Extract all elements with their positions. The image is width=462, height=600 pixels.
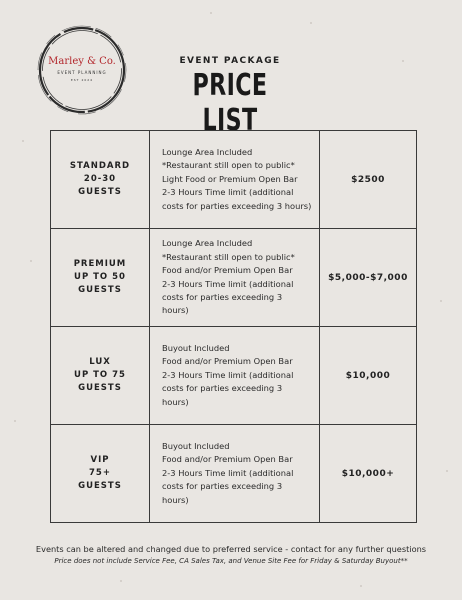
package-name: LUX UP TO 75 GUESTS <box>51 327 150 425</box>
package-detail-line: Lounge Area Included <box>162 238 253 249</box>
package-detail-line: Buyout Included <box>162 440 230 451</box>
table-row <box>51 229 417 327</box>
package-name: PREMIUM UP TO 50 GUESTS <box>51 229 150 327</box>
package-detail-line: costs for parties exceeding 3 hours) <box>162 200 312 211</box>
page-title: PRICE LIST <box>192 68 268 138</box>
page-subtitle: EVENT PACKAGE <box>179 56 281 66</box>
package-detail-line: Food and/or Premium Open Bar <box>162 356 293 367</box>
package-detail-line: Food and/or Premium Open Bar <box>162 265 293 276</box>
footer-note: Events can be altered and changed due to preferred service - contact for any further questions <box>35 544 427 554</box>
table-row <box>51 425 417 523</box>
package-detail-line: 2-3 Hours Time limit (additional <box>162 467 294 478</box>
package-detail-line: *Restaurant still open to public* <box>162 251 295 262</box>
package-detail-line: 2-3 Hours Time limit (additional <box>162 369 294 380</box>
package-price: $10,000 <box>320 327 417 425</box>
package-detail-line: hours) <box>162 494 189 505</box>
logo-established: EST 2024 <box>70 78 94 82</box>
package-detail-line: costs for parties exceeding 3 <box>162 291 283 302</box>
package-price: $2500 <box>320 131 417 229</box>
footer-fine-print: Price does not include Service Fee, CA Sales Tax, and Venue Site Fee for Friday & Saturday Buyout** <box>54 557 408 565</box>
table-row <box>51 327 417 425</box>
package-price: $5,000-$7,000 <box>320 229 417 327</box>
package-detail-line: costs for parties exceeding 3 <box>162 481 283 492</box>
package-details <box>150 229 320 327</box>
package-name: VIP 75+ GUESTS <box>51 425 150 523</box>
package-detail-line: hours) <box>162 396 189 407</box>
package-detail-line: 2-3 Hours Time limit (additional <box>162 187 294 198</box>
package-detail-line: Light Food or Premium Open Bar <box>162 173 298 184</box>
package-name: STANDARD 20-30 GUESTS <box>51 131 150 229</box>
package-details <box>150 327 320 425</box>
package-detail-line: *Restaurant still open to public* <box>162 160 295 171</box>
package-details <box>150 425 320 523</box>
package-details <box>150 131 320 229</box>
brand-logo <box>36 24 128 116</box>
table-row <box>51 131 417 229</box>
logo-subtitle: EVENT PLANNING <box>57 70 107 75</box>
package-detail-line: Lounge Area Included <box>162 146 253 157</box>
package-detail-line: 2-3 Hours Time limit (additional <box>162 278 294 289</box>
package-detail-line: Buyout Included <box>162 342 230 353</box>
package-price: $10,000+ <box>320 425 417 523</box>
package-detail-line: Food and/or Premium Open Bar <box>162 454 293 465</box>
package-detail-line: hours) <box>162 305 189 316</box>
package-detail-line: costs for parties exceeding 3 <box>162 383 283 394</box>
price-table <box>50 130 417 523</box>
logo-name: Marley & Co. <box>48 56 116 67</box>
